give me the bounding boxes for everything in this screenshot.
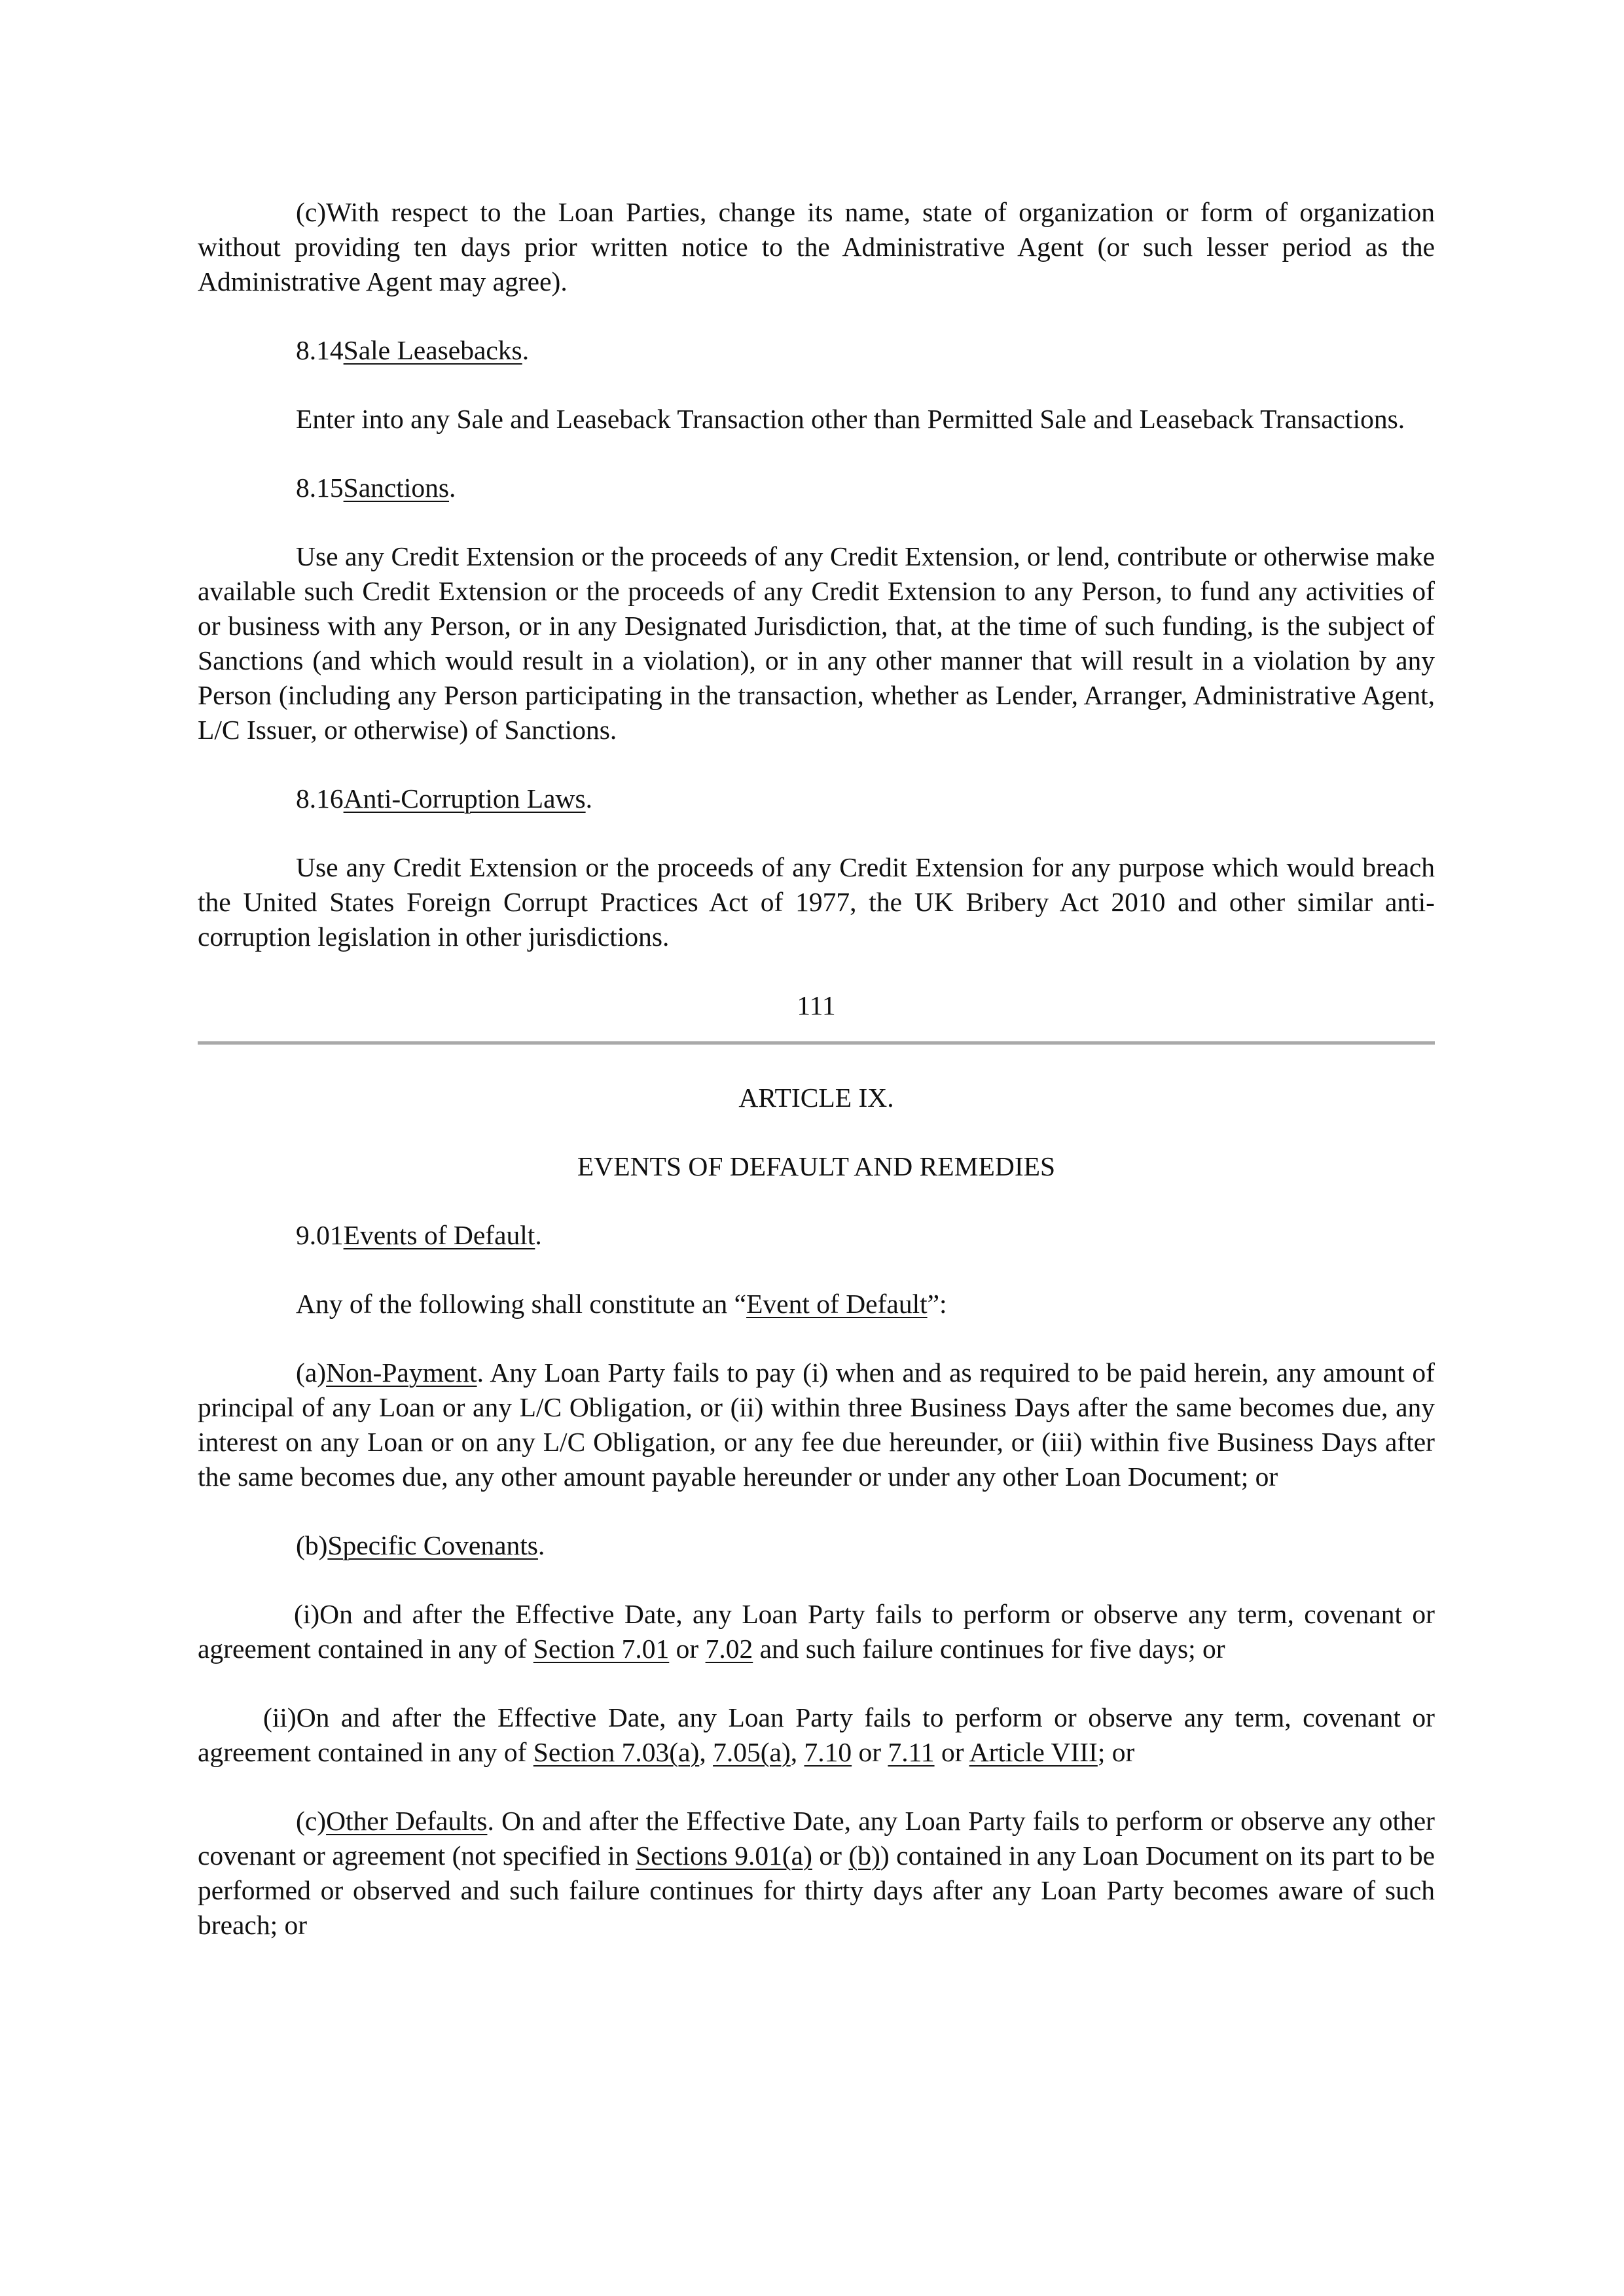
section-number: 9.01 <box>296 1220 344 1250</box>
cross-reference-link: (b) <box>848 1840 880 1871</box>
paragraph-heading: Specific Covenants <box>327 1530 538 1560</box>
section-heading-9-01: 9.01Events of Default. <box>296 1220 542 1250</box>
defined-term: Event of Default <box>746 1289 928 1319</box>
article-subtitle: EVENTS OF DEFAULT AND REMEDIES <box>577 1151 1056 1181</box>
section-number: 8.16 <box>296 783 344 814</box>
paragraph-text: Use any Credit Extension or the proceeds of any Credit Extension, or lend, contribute or otherwise make available such Credit Extension or the proceeds of any Credit Extension to any Person, to fund any activities of or business with any Person, or in any Designated Jurisdiction, that, at the time of such funding, is the subject of Sanctions (and which would result in a violation), or in any other manner that will result in a violation by any Person (including any Person participating in the transaction, whether as Lender, Arranger, Administrative Agent, L/C Issuer, or otherwise) of Sanctions. <box>198 541 1435 745</box>
events-of-default-intro: Any of the following shall constitute an “Event of Default”: <box>296 1289 947 1319</box>
cross-reference-link: Article VIII <box>969 1737 1098 1767</box>
article-title: ARTICLE IX. <box>738 1083 894 1113</box>
paragraph-c-other-defaults: (c)Other Defaults. On and after the Effective Date, any Loan Party fails to perform or observe any other covenant or agreement (not specified in Sections 9.01(a) or (b)) contained in any Loan Document on its part to be performed or observed and such failure continues for thirty days after any Loan Party becomes aware of such breach; or <box>198 1806 1435 1940</box>
paragraph-c-organization <box>198 195 1435 299</box>
section-title: Sanctions <box>343 473 450 503</box>
paragraph-label: (ii) <box>263 1702 297 1732</box>
paragraph-b-i: (i)On and after the Effective Date, any Loan Party fails to perform or observe any term, covenant or agreement contained in any of Section 7.01 or 7.02 and such failure continues for five days; or <box>198 1599 1435 1664</box>
cross-reference-link: 7.02 <box>705 1634 753 1664</box>
section-body-8-15 <box>198 539 1435 747</box>
section-body-8-16 <box>198 850 1435 954</box>
cross-reference-link: 7.11 <box>888 1737 935 1767</box>
cross-reference-link: 7.10 <box>804 1737 852 1767</box>
section-body-8-14 <box>198 402 1435 437</box>
section-heading-8-14: 8.14Sale Leasebacks. <box>296 335 530 365</box>
paragraph-text: Use any Credit Extension or the proceeds of any Credit Extension for any purpose which would breach the United States Foreign Corrupt Practices Act of 1977, the UK Bribery Act 2010 and other similar anti-corruption legislation in other jurisdictions. <box>198 852 1435 952</box>
paragraph-text: . Any Loan Party fails to pay (i) when and as required to be paid herein, any amount of principal of any Loan or any L/C Obligation, or (ii) within three Business Days after the same becomes due, any interest on any Loan or on any L/C Obligation, or any fee due hereunder, or (iii) within five Business Days after the same becomes due, any other amount payable hereunder or under any other Loan Document; or <box>198 1357 1435 1492</box>
paragraph-heading: Other Defaults <box>326 1806 488 1836</box>
cross-reference-link: Sections 9.01(a) <box>636 1840 812 1871</box>
paragraph-text: (c)With respect to the Loan Parties, change its name, state of organization or form of organization without providing ten days prior written notice to the Administrative Agent (or such lesser period as the Administrative Agent may agree). <box>198 197 1435 296</box>
paragraph-a-non-payment <box>198 1355 1435 1494</box>
paragraph-b-specific-covenants: (b)Specific Covenants. <box>296 1530 545 1560</box>
section-number: 8.14 <box>296 335 344 365</box>
paragraph-label: (a) <box>296 1357 327 1388</box>
section-number: 8.15 <box>296 473 344 503</box>
paragraph-label: (i) <box>294 1599 320 1629</box>
page-number: 111 <box>797 990 836 1020</box>
paragraph-heading: Non-Payment <box>326 1357 477 1388</box>
section-heading-8-16: 8.16Anti-Corruption Laws. <box>296 783 592 814</box>
section-title: Sale Leasebacks <box>343 335 522 365</box>
section-title: Anti-Corruption Laws <box>343 783 586 814</box>
paragraph-label: (b) <box>296 1530 328 1560</box>
cross-reference-link: Section 7.01 <box>533 1634 670 1664</box>
section-title: Events of Default <box>343 1220 535 1250</box>
cross-reference-link: 7.05(a) <box>713 1737 791 1767</box>
paragraph-text: Enter into any Sale and Leaseback Transaction other than Permitted Sale and Leaseback Transactions. <box>296 404 1405 434</box>
page-break-divider <box>198 1041 1435 1045</box>
section-heading-8-15: 8.15Sanctions. <box>296 473 456 503</box>
cross-reference-link: Section 7.03(a) <box>533 1737 700 1767</box>
document-page <box>198 195 1435 1943</box>
paragraph-b-ii: (ii)On and after the Effective Date, any Loan Party fails to perform or observe any term, covenant or agreement contained in any of Section 7.03(a), 7.05(a), 7.10 or 7.11 or Article VIII; or <box>198 1702 1435 1767</box>
paragraph-label: (c) <box>296 1806 327 1836</box>
